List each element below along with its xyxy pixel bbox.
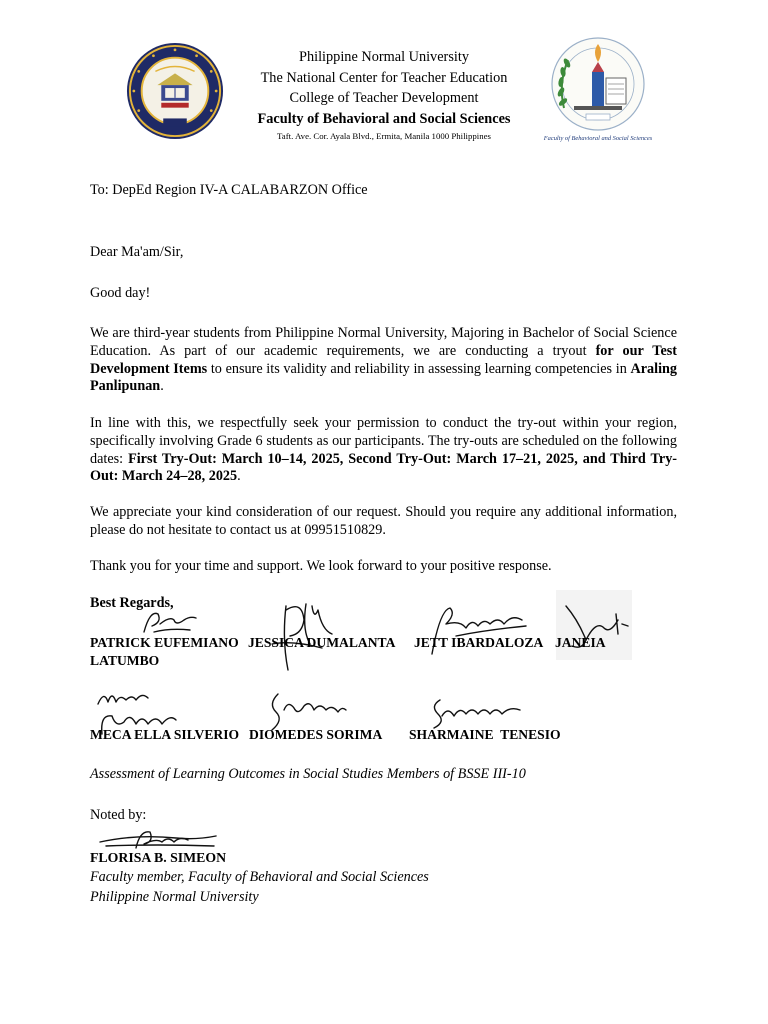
signatory-jett: JETT IBARDALOZA — [414, 635, 544, 650]
letterhead — [234, 47, 534, 143]
signatory-jessica: JESSICA DUMALANTA — [248, 635, 396, 650]
faculty-name: Faculty of Behavioral and Social Sciences — [257, 110, 511, 127]
recipient-line: To: DepEd Region IV-A CALABARZON Office — [90, 182, 368, 198]
paragraph-intro: We are third-year students from Philippine Normal University, Majoring in Bachelor of Social Science Education. As part of our academic requirements, we are conducting a tryout for our Test Development Items to ensure its validity and reliability in assessing learning competencies in Araling Panlipunan. — [90, 325, 677, 395]
noted-by-institution: Philippine Normal University — [90, 889, 259, 905]
signatory-meca: MECA ELLA SILVERIO — [90, 727, 240, 742]
university-subtitle: The National Center for Teacher Education — [260, 69, 508, 86]
signatory-diomedes: DIOMEDES SORIMA — [249, 727, 383, 742]
greeting: Good day! — [90, 285, 151, 301]
salutation: Dear Ma'am/Sir, — [90, 244, 184, 260]
signatory-janeia-surname: LATUMBO — [90, 653, 160, 668]
closing: Best Regards, — [90, 595, 174, 611]
paragraph-appreciation: We appreciate your kind consideration of our request. Should you require any additional information, please do not hesitate to contact us at 09951510829. — [90, 504, 677, 538]
noted-by-name: FLORISA B. SIMEON — [90, 850, 227, 865]
signature-jett — [426, 600, 536, 660]
address: Taft. Ave. Cor. Ayala Blvd., Ermita, Manila 1000 Philippines — [277, 131, 491, 141]
signature-patrick — [140, 602, 200, 638]
paragraph-thanks: Thank you for your time and support. We look forward to your positive response. — [90, 558, 552, 574]
group-caption: Assessment of Learning Outcomes in Social Studies Members of BSSE III-10 — [90, 766, 526, 782]
college-of-teacher-development-seal-icon — [538, 32, 658, 148]
signatory-janeia: JANEIA — [555, 635, 606, 650]
noted-by-label: Noted by: — [90, 807, 147, 823]
university-name: Philippine Normal University — [299, 49, 469, 65]
college-name: College of Teacher Development — [289, 90, 479, 106]
signatory-patrick: PATRICK EUFEMIANO — [90, 635, 239, 650]
signature-sharmaine — [424, 692, 524, 732]
right-logo-caption: Faculty of Behavioral and Social Sciences — [543, 135, 653, 142]
noted-by-title: Faculty member, Faculty of Behavioral and Social Sciences — [90, 869, 429, 885]
paragraph-request: In line with this, we respectfully seek your permission to conduct the try-out within your region, specifically involving Grade 6 students as our participants. The try-outs are scheduled on the following dates: First Try-Out: March 10–14, 2025, Second Try-Out: March 17–21, 2025, and Third Try-Out: March 24–28, 2025. — [90, 415, 678, 485]
signatory-sharmaine: SHARMAINE TENESIO — [409, 727, 561, 742]
pnu-seal-icon — [126, 42, 224, 140]
